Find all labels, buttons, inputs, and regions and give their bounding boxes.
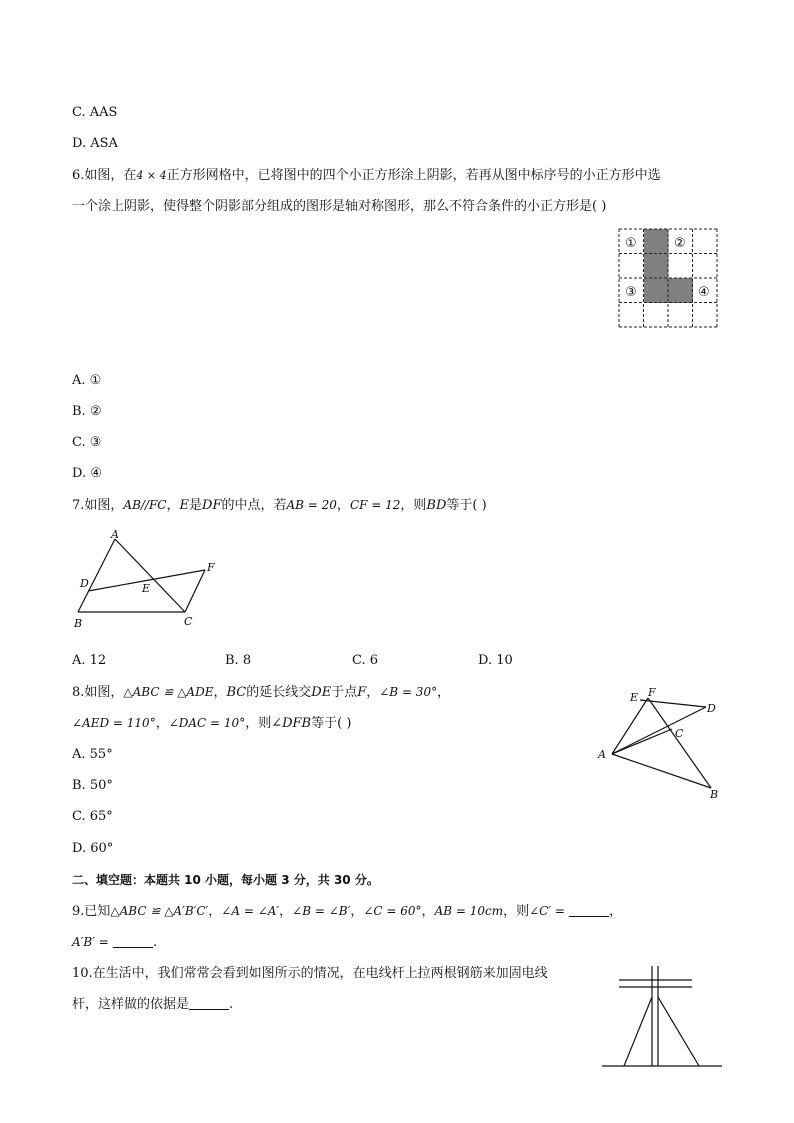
q9-math: ∠A = ∠A′ [221, 904, 280, 918]
q8-text: ，则 [245, 716, 272, 731]
q8-text: 8.如图， [72, 685, 124, 700]
q8-math: ∠DFB [271, 716, 312, 731]
section-title-fill-in: 二、填空题：本题共 10 小题，每小题 3 分，共 30 分。 [72, 873, 379, 887]
q7-text: ，则 [400, 498, 427, 513]
q7-figure [70, 528, 230, 634]
q7-text: 的中点，若 [221, 498, 287, 513]
q7-option-d: D. 10 [478, 653, 513, 668]
q10-text: 杆，这样做的依据是 [72, 997, 190, 1012]
q6-label-3: ③ [625, 285, 637, 300]
q8-text: 的延长线交 [246, 685, 312, 700]
q9-math: ∠C = 60° [363, 904, 422, 918]
q5-option-d: D. ASA [72, 136, 118, 151]
q10-text: . [229, 997, 234, 1012]
q7-math: AB//FC [123, 498, 167, 512]
q7-label-a: A [111, 528, 119, 541]
q9-text: ， [609, 904, 623, 919]
q6-text: 6.如图，在 [72, 168, 137, 183]
q7-label-e: E [142, 582, 151, 595]
q6-label-4: ④ [698, 285, 710, 300]
q6-option-a: A. ① [72, 373, 102, 388]
q8-math: △ABC ≌ △ADE [123, 685, 214, 699]
q8-option-b [72, 777, 113, 795]
q6-text: 正方形网格中，已将图中的四个小正方形涂上阴影，若再从图中标序号的小正方形中选 [166, 168, 661, 183]
q6-label-2: ② [674, 236, 686, 251]
q7-label-b: B [74, 617, 83, 630]
q8-text: 等于( ) [311, 716, 352, 731]
q7-text: ， [336, 498, 350, 513]
q7-label-d: D [80, 577, 89, 590]
q9-stem-line1 [72, 902, 622, 921]
q8-option-a-text: A. 55° [72, 747, 113, 762]
q6-stem-line1 [72, 167, 661, 185]
q8-text: 于点 [331, 685, 358, 700]
q8-label-a: A [598, 748, 606, 761]
q9-math: △ABC ≌ △A′B′C′ [110, 904, 209, 918]
q7-math: AB = 20 [286, 498, 337, 512]
q8-option-c-text: C. 65° [72, 809, 113, 824]
q8-label-c: C [675, 727, 684, 740]
q7-stem [72, 496, 487, 515]
q9-text: 9.已知 [72, 904, 111, 919]
q7-option-c: C. 6 [352, 653, 379, 668]
q8-stem-line2 [72, 714, 351, 733]
q9-math: ∠C′ = [529, 904, 565, 918]
q9-stem-line2 [72, 933, 157, 952]
q7-math: DF [202, 498, 222, 513]
q7-math: E [179, 498, 189, 513]
q8-option-d [72, 840, 113, 858]
q8-option-c [72, 808, 113, 826]
q9-text: ， [279, 904, 293, 919]
q8-text: ， [155, 716, 169, 731]
q8-figure [596, 684, 726, 804]
q7-text: ， [166, 498, 180, 513]
q7-math: CF = 12 [349, 498, 401, 512]
q6-option-d: D. ④ [72, 466, 102, 481]
q8-option-a [72, 746, 113, 764]
q9-math: A′B′ = [72, 935, 109, 949]
q8-math: ∠AED = 110° [72, 716, 156, 730]
q6-option-c: C. ③ [72, 435, 102, 450]
q8-math: ∠B = 30° [379, 685, 438, 699]
q7-label-c: C [184, 615, 193, 628]
q8-label-d: D [707, 702, 716, 715]
q8-math: BC [226, 685, 247, 700]
q7-text: 等于( ) [446, 498, 487, 513]
q8-option-d-text: D. 60° [72, 841, 114, 856]
q9-text: ， [208, 904, 222, 919]
q9-text: . [152, 935, 158, 950]
q7-option-a: A. 12 [72, 653, 107, 668]
q10-answer-blank[interactable] [189, 997, 229, 1010]
q10-stem-line1: 10.在生活中，我们常常会看到如图所示的情况，在电线杆上拉两根钢筋来加固电线 [72, 966, 548, 981]
q8-math: DE [311, 685, 332, 700]
q10-pole-figure [600, 963, 725, 1071]
q8-text: ， [213, 685, 227, 700]
q6-math-grid-size: 4 × 4 [136, 169, 167, 182]
q9-math: AB = 10cm [434, 904, 504, 918]
q9-math: ∠B = ∠B′ [292, 904, 351, 918]
q8-math: F [357, 685, 367, 700]
q8-label-e: E [630, 691, 639, 704]
q9-text: ， [421, 904, 435, 919]
q8-option-b-text: B. 50° [72, 778, 113, 793]
q8-stem-line1 [72, 683, 450, 702]
q9-text: ， [350, 904, 364, 919]
q6-label-1: ① [625, 236, 637, 251]
q8-label-b: B [710, 788, 719, 801]
q7-math: BD [426, 498, 447, 513]
q6-grid-figure [619, 229, 719, 329]
q7-label-f: F [207, 561, 215, 574]
q7-text: 是 [189, 498, 203, 513]
q9-text: ，则 [503, 904, 530, 919]
q10-stem-line2 [72, 996, 233, 1014]
q7-text: 7.如图， [72, 498, 124, 513]
q8-text: ， [437, 685, 451, 700]
q8-math: ∠DAC = 10° [168, 716, 246, 730]
q6-stem-line2: 一个涂上阴影，使得整个阴影部分组成的图形是轴对称图形，那么不符合条件的小正方形是( ) [72, 199, 607, 214]
q5-option-c: C. AAS [72, 105, 118, 120]
q9-answer-blank-1[interactable] [569, 904, 609, 917]
q7-option-b: B. 8 [225, 653, 252, 668]
q6-option-b: B. ② [72, 404, 102, 419]
q8-label-f: F [648, 686, 656, 699]
q8-text: ， [366, 685, 380, 700]
q9-answer-blank-2[interactable] [113, 935, 153, 948]
